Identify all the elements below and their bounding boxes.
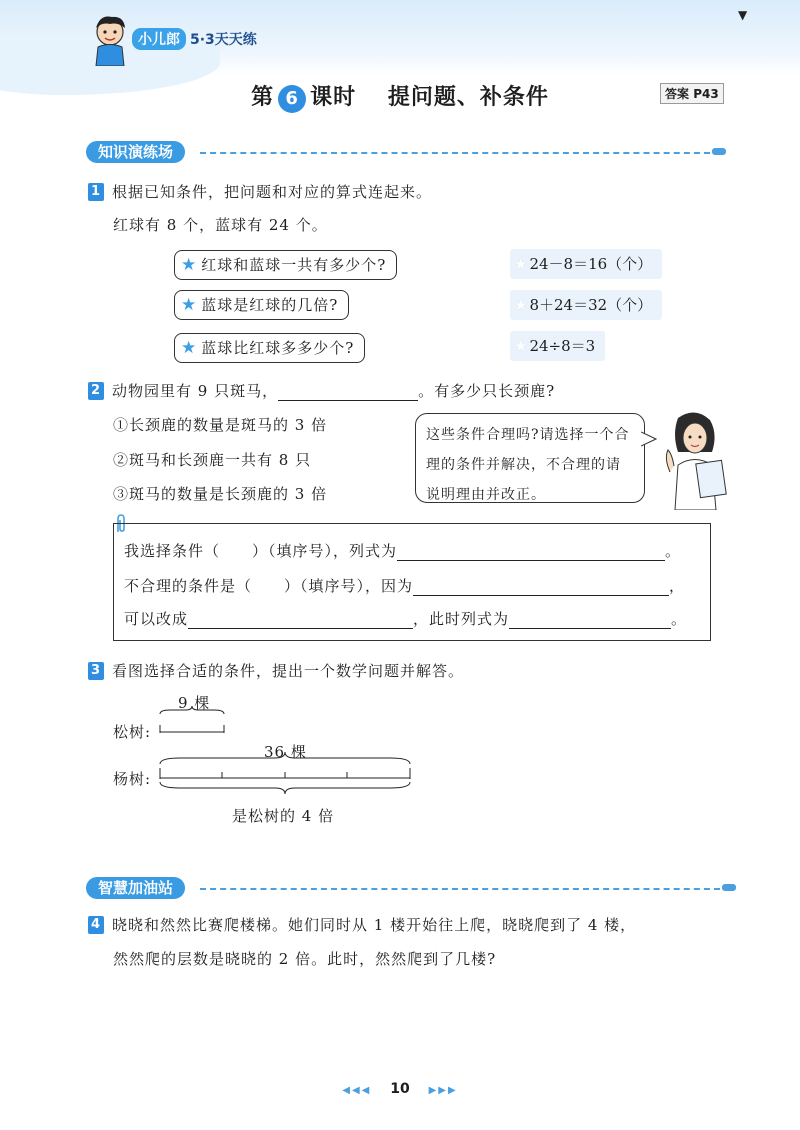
poplar-bottom-brace — [160, 782, 410, 794]
q1-formula-text: 8＋24＝32（个） — [529, 296, 653, 314]
lesson-number-badge: 6 — [278, 85, 306, 113]
q1-question-option[interactable] — [174, 290, 349, 320]
corner-mark: ▼ — [738, 8, 748, 22]
section-divider — [200, 152, 710, 154]
lesson-suffix: 课时 — [310, 85, 357, 110]
section-banner-practice: 知识演练场 — [86, 141, 185, 163]
answer-label: 答案 — [665, 87, 690, 101]
pine-count-label: 9 棵 — [178, 694, 211, 712]
question-number: 1 — [88, 183, 104, 201]
brand-series: 5·3天天练 — [190, 32, 257, 48]
q1-question-option[interactable] — [174, 250, 397, 280]
q1-question-option[interactable] — [174, 333, 365, 363]
answer-line-text: 不合理的条件是（ ）（填序号），因为 — [124, 577, 414, 595]
star-icon: ★ — [181, 295, 198, 315]
question-text: 根据已知条件，把问题和对应的算式连起来。 — [112, 183, 433, 201]
question-1-given: 红球有 8 个，蓝球有 24 个。 — [113, 216, 328, 234]
teacher-illustration-icon — [650, 410, 740, 510]
lesson-prefix: 第 — [251, 85, 275, 110]
answer-line-text: 可以改成 — [124, 610, 189, 628]
pine-brace — [160, 706, 224, 714]
answer-blank[interactable] — [413, 577, 669, 596]
question-text-a: 动物园里有 9 只斑马， — [112, 382, 279, 400]
poplar-row-label: 杨树: — [113, 770, 152, 788]
page-footer — [0, 1081, 800, 1097]
section-banner-boost: 智慧加油站 — [86, 877, 185, 899]
relation-label: 是松树的 4 倍 — [232, 807, 335, 825]
q1-formula-option[interactable] — [510, 290, 662, 320]
answer-line-text: 我选择条件（ ）（填序号），列式为 — [124, 542, 398, 560]
section-divider — [200, 888, 720, 890]
answer-page-tag — [660, 83, 724, 104]
answer-blank[interactable] — [278, 382, 418, 401]
question-1-prompt — [88, 181, 432, 202]
question-text: 看图选择合适的条件，提出一个数学问题并解答。 — [112, 662, 465, 680]
question-3-prompt — [88, 660, 464, 681]
prev-arrows-icon: ◀◀◀ — [342, 1085, 372, 1096]
condition-option-2: ②斑马和长颈鹿一共有 8 只 — [113, 451, 312, 469]
answer-line-end: ， — [669, 577, 686, 595]
poplar-top-brace — [160, 752, 410, 764]
q1-formula-text: 24÷8＝3 — [529, 337, 596, 355]
answer-blank[interactable] — [188, 610, 413, 629]
answer-line-2 — [124, 575, 685, 596]
teacher-speech-bubble: 这些条件合理吗?请选择一个合理的条件并解决，不合理的请说明理由并改正。 — [415, 413, 645, 503]
star-icon: ★ — [181, 338, 198, 358]
question-2-prompt — [88, 380, 555, 401]
brand-logo — [132, 28, 257, 50]
mascot-boy-icon — [88, 14, 132, 66]
question-text: 晓晓和然然比赛爬楼梯。她们同时从 1 楼开始往上爬，晓晓爬到了 4 楼， — [112, 916, 637, 934]
answer-line-1 — [124, 540, 681, 561]
condition-option-1: ①长颈鹿的数量是斑马的 3 倍 — [113, 416, 328, 434]
page-number: 10 — [390, 1081, 410, 1097]
question-number: 3 — [88, 662, 104, 680]
answer-line-end: 。 — [671, 610, 688, 628]
brand-name: 小儿郎 — [132, 28, 186, 50]
pine-row-label: 松树: — [113, 723, 152, 741]
q1-formula-option[interactable] — [510, 331, 605, 361]
answer-line-3 — [124, 608, 687, 629]
star-icon: ★ — [181, 255, 198, 275]
answer-blank[interactable] — [397, 542, 665, 561]
star-icon: ★ — [514, 296, 528, 314]
star-icon: ★ — [514, 255, 528, 273]
answer-blank[interactable] — [509, 610, 671, 629]
line-segment-diagram — [150, 706, 420, 806]
q1-formula-text: 24－8＝16（个） — [529, 255, 653, 273]
question-number: 2 — [88, 382, 104, 400]
q1-formula-option[interactable] — [510, 249, 662, 279]
question-text-b: 。有多少只长颈鹿? — [418, 382, 556, 400]
answer-page: P43 — [693, 87, 719, 101]
question-4-line-1 — [88, 914, 636, 935]
divider-end-mark — [722, 884, 736, 891]
question-4-line-2: 然然爬的层数是晓晓的 2 倍。此时，然然爬到了几楼? — [113, 950, 497, 968]
answer-line-text-b: ，此时列式为 — [413, 610, 510, 628]
q1-question-text: 蓝球是红球的几倍? — [201, 296, 339, 314]
star-icon: ★ — [514, 337, 528, 355]
q1-question-text: 红球和蓝球一共有多少个? — [201, 256, 387, 274]
poplar-count-label: 36 棵 — [264, 743, 307, 761]
next-arrows-icon: ▶▶▶ — [428, 1085, 458, 1096]
divider-end-mark — [712, 148, 726, 155]
q1-question-text: 蓝球比红球多多少个? — [201, 339, 355, 357]
question-number: 4 — [88, 916, 104, 934]
lesson-topic: 提问题、补条件 — [387, 85, 549, 110]
answer-line-end: 。 — [665, 542, 682, 560]
condition-option-3: ③斑马的数量是长颈鹿的 3 倍 — [113, 485, 328, 503]
